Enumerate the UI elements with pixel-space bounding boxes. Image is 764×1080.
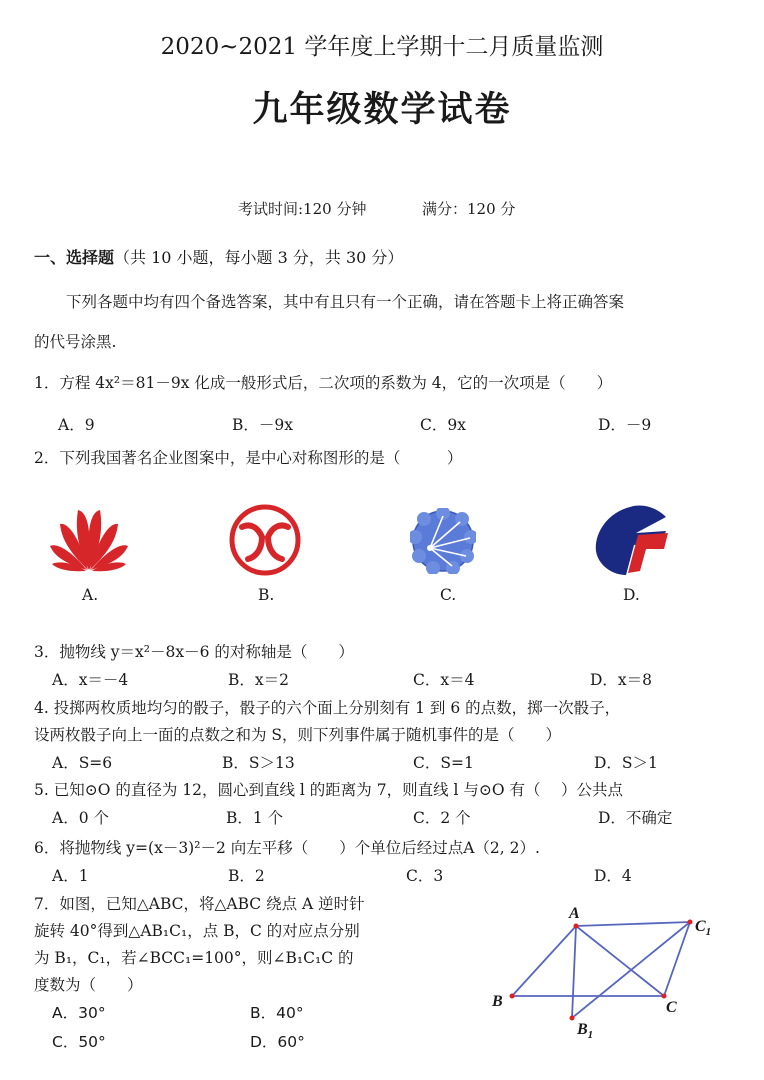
label-b1: $B_1$ [577,1021,594,1041]
q2-option-a: A. [82,586,99,604]
q1-option-d: D．－9 [598,416,652,434]
exam-info [238,198,515,219]
q4-option-b: B．S＞13 [222,754,295,772]
question-1-stem: 1．方程 4x²＝81－9x 化成一般形式后，二次项的系数为 4，它的一次项是（ ） [34,374,613,392]
question-7-stem-line3: 为 B₁，C₁，若∠BCC₁=100°，则∠B₁C₁C 的 [34,949,354,967]
q1-option-b: B．－9x [232,416,293,434]
point-a [574,924,579,929]
q3-option-a: A．x＝－4 [52,671,129,689]
question-7-stem-line4: 度数为（ ） [34,976,143,994]
q6-option-a: A．1 [52,867,89,885]
q5-option-c: C．2 个 [413,809,471,827]
label-c: C [666,999,677,1016]
question-6-stem: 6．将抛物线 y=(x－3)²－2 向左平移（ ）个单位后经过点A（2, 2）. [34,839,540,857]
q2-option-b: B. [258,586,275,604]
q2-option-c: C. [440,586,457,604]
q7-option-a: A．30° [52,1004,106,1022]
q1-option-c: C．9x [420,416,466,434]
rotation-triangle-figure [480,900,730,1050]
segment-a-c [576,926,664,996]
section-intro-line1: 下列各题中均有四个备选答案，其中有且只有一个正确，请在答题卡上将正确答案 [66,293,625,311]
exam-score: 满分：120 分 [422,200,516,218]
segment-a-b1 [572,926,576,1018]
q3-option-c: C．x＝4 [413,671,475,689]
exam-title: 九年级数学试卷 [252,89,512,130]
segment-a-c1 [576,922,690,926]
question-7-stem-line2: 旋转 40°得到△AB₁C₁，点 B，C 的对应点分别 [34,922,360,940]
q6-option-d: D．4 [594,867,632,885]
q7-option-b: B．40° [250,1004,304,1022]
section-note: （共 10 小题，每小题 3 分，共 30 分） [114,248,404,267]
q5-option-b: B．1 个 [226,809,284,827]
section-intro-line2: 的代号涂黑. [34,333,117,351]
q1-option-a: A．9 [58,416,95,434]
blue-red-logo-icon [592,505,670,577]
q3-option-b: B．x＝2 [228,671,289,689]
point-b [510,994,515,999]
question-4-stem-line2: 设两枚骰子向上一面的点数之和为 S，则下列事件属于随机事件的是（ ） [34,726,562,744]
dongfeng-logo-icon [228,503,302,577]
q6-option-c: C．3 [406,867,444,885]
q4-option-a: A．S=6 [52,754,113,772]
q5-option-a: A．0 个 [52,809,109,827]
point-b1 [570,1016,575,1021]
exam-subtitle: 2020~2021 学年度上学期十二月质量监测 [160,34,604,60]
label-b: B [492,993,503,1010]
question-7-stem-line1: 7．如图，已知△ABC，将△ABC 绕点 A 逆时针 [34,895,365,913]
point-c1 [688,920,693,925]
label-c1: $C_1$ [695,918,712,938]
q4-option-d: D．S＞1 [594,754,658,772]
q7-option-c: C．50° [52,1033,106,1051]
exam-time: 考试时间:120 分钟 [238,200,367,218]
question-3-stem: 3．抛物线 y＝x²－8x－6 的对称轴是（ ） [34,643,354,661]
huawei-logo-icon [48,504,130,574]
segment-a-b [512,926,576,996]
label-a: A [569,905,580,922]
fan-shell-logo-icon [410,508,476,574]
q3-option-d: D．x＝8 [590,671,653,689]
question-2-stem: 2．下列我国著名企业图案中，是中心对称图形的是（ ） [34,449,463,467]
point-c [662,994,667,999]
q5-option-d: D．不确定 [598,809,673,827]
q2-option-d: D. [623,586,640,604]
q6-option-b: B．2 [228,867,265,885]
q7-option-d: D．60° [250,1033,305,1051]
question-5-stem: 5. 已知⊙O 的直径为 12，圆心到直线 l 的距离为 7，则直线 l 与⊙O 有（ ）公共点 [34,781,623,799]
question-4-stem-line1: 4. 投掷两枚质地均匀的骰子，骰子的六个面上分别刻有 1 到 6 的点数，掷一次骰子， [34,699,621,717]
section-heading [34,245,403,268]
section-title: 一、选择题 [34,248,115,267]
q4-option-c: C．S=1 [413,754,474,772]
